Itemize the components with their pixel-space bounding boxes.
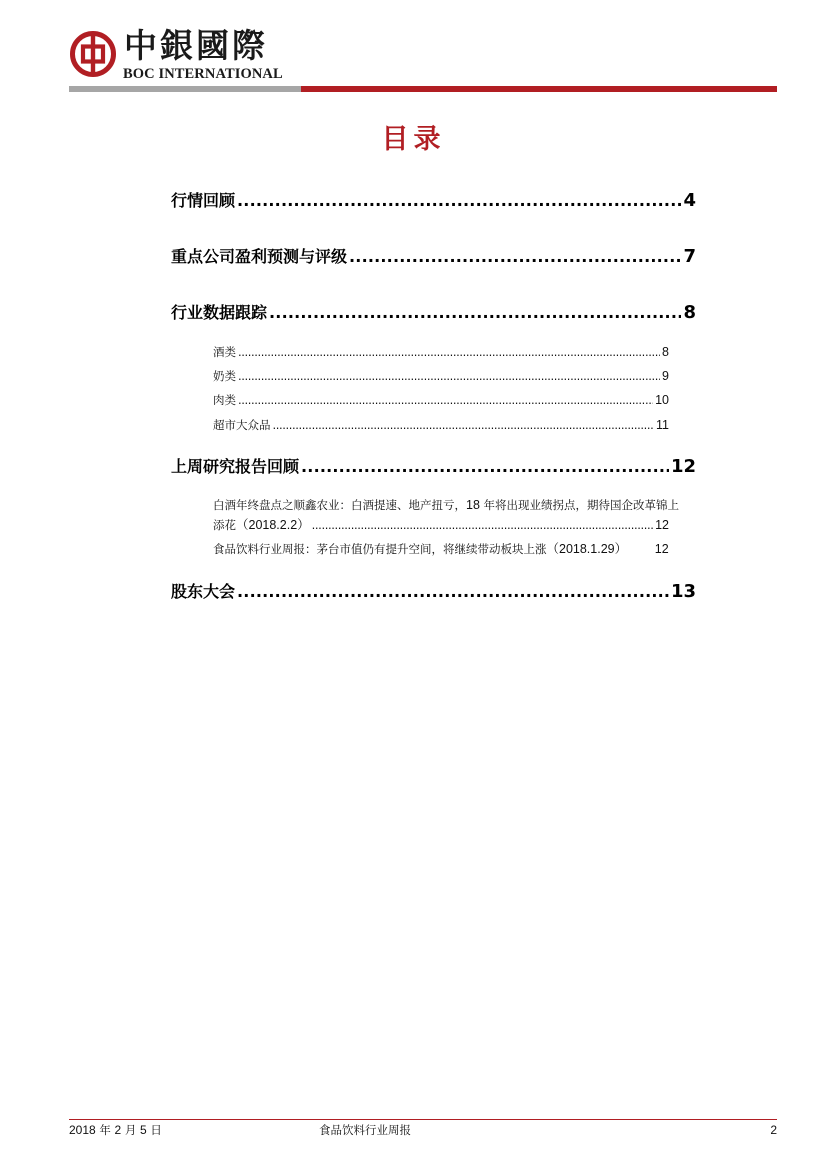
toc-report-text: 食品饮料行业周报：茅台市值仍有提升空间，将继续带动板块上涨 [213, 542, 547, 556]
toc-dot-leader [301, 456, 669, 478]
toc-subentry-label: 奶类 [213, 369, 236, 383]
toc-report-entry-1-line2[interactable] [213, 517, 669, 533]
toc-subentry-page: 9 [662, 369, 669, 383]
footer-date: 2018 年 2 月 5 日 [69, 1123, 162, 1137]
toc-entry-label: 上周研究报告回顾 [171, 457, 300, 476]
toc-report-entry-2[interactable] [213, 541, 669, 557]
toc-entry-earnings-forecast[interactable] [171, 246, 696, 268]
toc-entry-label: 行情回顾 [171, 191, 236, 210]
toc-dot-leader [269, 302, 681, 324]
toc-report-text: 白酒年终盘点之顺鑫农业：白酒提速、地产扭亏， [213, 498, 466, 512]
toc-report-entry-1-line1[interactable] [213, 497, 679, 513]
toc-entry-market-review[interactable] [171, 190, 696, 212]
toc-entry-report-review[interactable] [171, 456, 696, 478]
toc-dot-leader [349, 246, 681, 268]
footer-rule [69, 1119, 777, 1120]
toc-subentry-page: 8 [662, 345, 669, 359]
toc-report-number: 18 [466, 498, 480, 512]
toc-dot-leader [237, 581, 669, 603]
footer-report-title: 食品饮料行业周报 [319, 1123, 411, 1137]
toc-report-text: 添花（2018.2.2） [213, 518, 310, 532]
toc-entry-label: 股东大会 [171, 582, 236, 601]
toc-title: 目录 [381, 124, 446, 155]
toc-subentry-meat[interactable] [213, 392, 669, 408]
toc-entry-page: 12 [670, 456, 696, 477]
toc-subentry-page: 11 [656, 418, 669, 432]
toc-entry-page: 13 [670, 581, 696, 602]
toc-dot-leader [273, 417, 655, 433]
toc-dot-leader [238, 392, 653, 408]
toc-dot-leader [238, 344, 660, 360]
toc-subentry-label: 肉类 [213, 393, 236, 407]
toc-subentry-label: 酒类 [213, 345, 236, 359]
toc-entry-label: 重点公司盈利预测与评级 [171, 247, 348, 266]
toc-entry-page: 7 [683, 246, 696, 267]
header-red-bar [301, 86, 777, 92]
brand-name-english: BOC INTERNATIONAL [123, 66, 283, 82]
footer-page-number: 2 [770, 1123, 777, 1137]
toc-entry-industry-data[interactable] [171, 302, 696, 324]
toc-dot-leader [312, 517, 653, 533]
toc-entry-shareholder-meetings[interactable] [171, 581, 696, 603]
toc-subentry-label: 超市大众品 [213, 418, 271, 432]
toc-subentry-page: 10 [655, 393, 669, 407]
toc-report-page: 12 [654, 542, 669, 556]
toc-subentry-liquor[interactable] [213, 344, 669, 360]
boc-logo-icon [70, 31, 116, 77]
header-grey-bar [69, 86, 301, 92]
toc-entry-label: 行业数据跟踪 [171, 303, 268, 322]
toc-dot-leader [237, 190, 681, 212]
toc-subentry-dairy[interactable] [213, 368, 669, 384]
toc-entry-page: 8 [683, 302, 696, 323]
toc-report-page: 12 [655, 518, 669, 532]
toc-dot-leader [238, 368, 660, 384]
toc-entry-page: 4 [683, 190, 696, 211]
toc-report-date: （2018.1.29） [546, 542, 628, 556]
toc-report-text: 年将出现业绩拐点，期待国企改革锦上 [479, 498, 680, 512]
brand-name-chinese: 中銀國際 [124, 26, 268, 65]
toc-subentry-supermarket[interactable] [213, 417, 669, 433]
